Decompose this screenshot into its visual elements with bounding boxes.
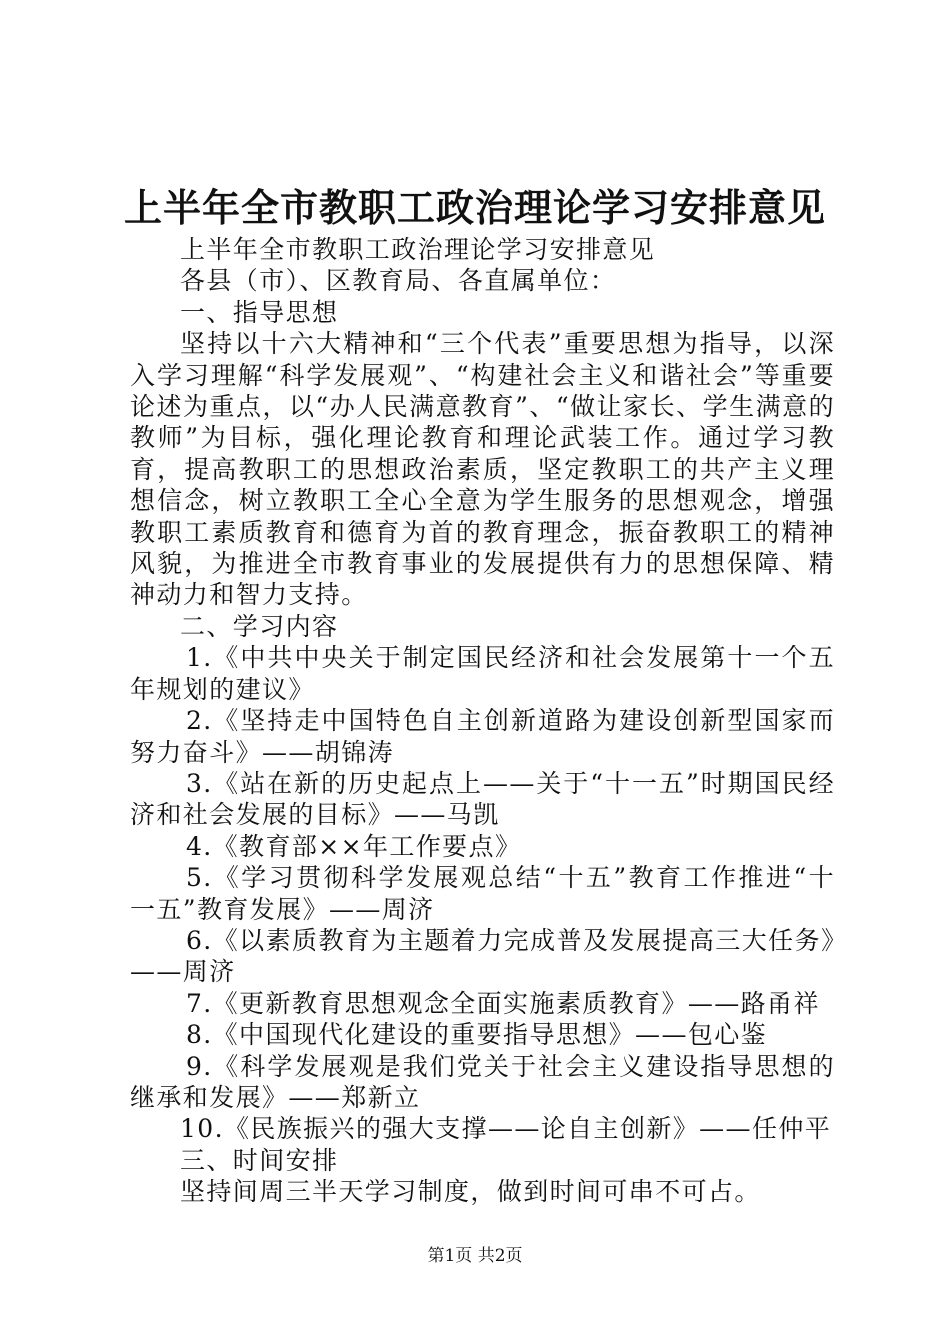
salutation: 各县（市）、区教育局、各直属单位： — [180, 266, 617, 296]
list-item-5: 5.《学习贯彻科学发展观总结“十五”教育工作推进“十一五”教育发展》——周济 — [130, 863, 835, 924]
list-item-6: 6.《以素质教育为主题着力完成普及发展提高三大任务》——周济 — [130, 925, 835, 987]
document-body — [130, 234, 835, 1208]
list-item-9: 9.《科学发展观是我们党关于社会主义建设指导思想的继承和发展》——郑新立 — [130, 1051, 835, 1112]
section3-heading: 三、时间安排 — [180, 1145, 339, 1175]
list-item-8: 8.《中国现代化建设的重要指导思想》——包心鉴 — [186, 1020, 768, 1050]
list-item-1: 1.《中共中央关于制定国民经济和社会发展第十一个五年规划的建议》 — [130, 643, 835, 704]
section2-heading: 二、学习内容 — [180, 611, 339, 641]
document-title: 上半年全市教职工政治理论学习安排意见 — [123, 185, 826, 230]
section1-body: 坚持以十六大精神和“三个代表”重要思想为指导，以深入学习理解“科学发展观”、“构建社会主义和谐社会”等重要论述为重点，以“办人民满意教育”、“做让家长、学生满意的教师”为目标，强化理论教育和理论武装工作。通过学习教育，提高教职工的思想政治素质，坚定教职工的共产主义理想信念，树立教职工全心全意为学生服务的思想观念，增强教职工素质教育和德育为首的教育理念，振奋教职工的精神风貌，为推进全市教育事业的发展提供有力的思想保障、精神动力和智力支持。 — [130, 329, 835, 610]
section3-body: 坚持间周三半天学习制度，做到时间可串不可占。 — [180, 1177, 761, 1207]
list-item-7: 7.《更新教育思想观念全面实施素质教育》——路甬祥 — [186, 988, 820, 1018]
list-item-2: 2.《坚持走中国特色自主创新道路为建设创新型国家而努力奋斗》——胡锦涛 — [130, 706, 835, 767]
section1-heading: 一、指导思想 — [180, 297, 339, 327]
list-item-10: 10.《民族振兴的强大支撑——论自主创新》——任仲平 — [180, 1114, 832, 1144]
document-subtitle: 上半年全市教职工政治理论学习安排意见 — [180, 235, 656, 264]
page-footer: 第1页 共2页 — [427, 1246, 523, 1266]
list-item-4: 4.《教育部××年工作要点》 — [186, 831, 522, 861]
list-item-3: 3.《站在新的历史起点上——关于“十一五”时期国民经济和社会发展的目标》——马凯 — [130, 768, 835, 830]
